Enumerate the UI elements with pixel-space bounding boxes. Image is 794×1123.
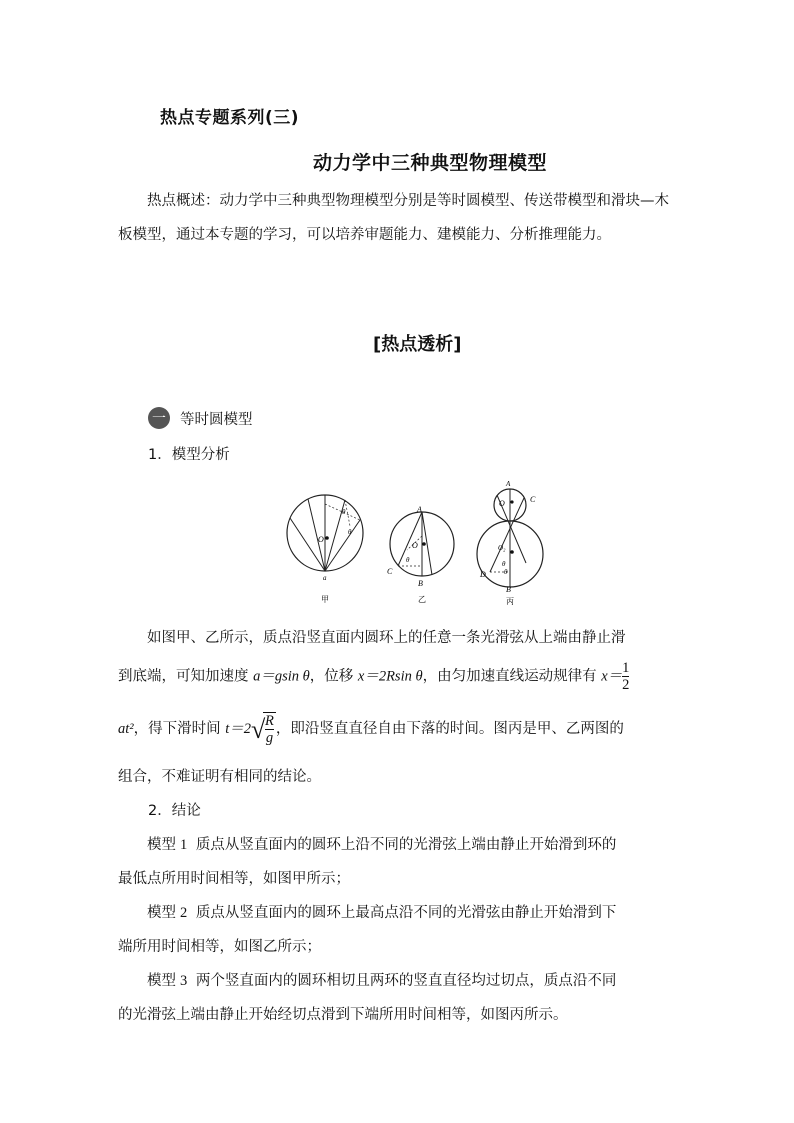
page-title: 动力学中三种典型物理模型 <box>313 152 548 174</box>
model-3-line-2: 的光滑弦上端由静止开始经切点滑到下端所用时间相等，如图丙所示。 <box>118 1007 568 1023</box>
sqrt-r-over-g: √ $\frac{R}{g}$ <box>251 713 274 746</box>
formula-displacement: x＝2Rsin θ <box>357 668 423 685</box>
svg-text:A: A <box>417 505 422 514</box>
formula-time: t＝2 <box>225 721 252 737</box>
svg-text:B: B <box>506 585 511 594</box>
caption-jia: 甲 <box>321 595 329 604</box>
item-conclusion: 2．结论 <box>148 803 201 819</box>
figure-jia <box>287 495 363 604</box>
number-badge-icon: 一 <box>148 407 170 429</box>
analysis-line-2: 到底端，可知加速度 a＝gsin θ，位移 x＝2Rsin θ，由匀加速直线运动规律有 x＝ $\frac{1}{2}$ <box>118 660 630 693</box>
svg-text:θ: θ <box>406 556 410 564</box>
analysis-line-4: 组合，不难证明有相同的结论。 <box>118 769 321 785</box>
svg-text:C: C <box>387 567 393 576</box>
subsection-label: 等时圆模型 <box>180 411 253 428</box>
model-3-line-1: 模型 3 两个竖直面内的圆环相切且两环的竖直直径均过切点，质点沿不同 <box>147 973 617 989</box>
model-2-line-1: 模型 2 质点从竖直面内的圆环上最高点沿不同的光滑弦由静止开始滑到下 <box>147 905 617 921</box>
svg-text:θ: θ <box>348 528 352 536</box>
label-o: O <box>318 535 324 544</box>
svg-text:a: a <box>323 574 327 582</box>
series-title: 热点专题系列(三) <box>160 108 300 128</box>
subsection-heading <box>148 407 253 429</box>
svg-text:C: C <box>530 495 536 504</box>
model-1-line-1: 模型 1 质点从竖直面内的圆环上沿不同的光滑弦上端由静止开始滑到环的 <box>147 837 617 853</box>
formula-x: x＝ <box>601 668 623 685</box>
model-2-line-2: 端所用时间相等，如图乙所示； <box>118 939 321 955</box>
analysis-line-3: at²，得下滑时间 t＝2 √ $\frac{R}{g}$ ，即沿竖直直径自由下落的时间。图丙是甲、乙两图的 <box>118 713 624 746</box>
svg-text:θ: θ <box>342 508 346 516</box>
caption-yi: 乙 <box>418 595 426 604</box>
svg-text:D: D <box>480 570 486 579</box>
svg-text:θ: θ <box>504 568 508 576</box>
svg-text:O: O <box>499 499 505 508</box>
figure-yi <box>387 505 454 604</box>
item-model-analysis: 1．模型分析 <box>148 447 230 463</box>
svg-text:A: A <box>506 480 511 488</box>
fraction-half: $\frac{1}{2}$ <box>622 660 630 693</box>
section-title: [热点透析] <box>373 334 462 355</box>
svg-text:B: B <box>418 579 423 588</box>
formula-at2: at² <box>118 721 134 737</box>
analysis-line-1: 如图甲、乙所示，质点沿竖直面内圆环上的任意一条光滑弦从上端由静止滑 <box>147 630 626 646</box>
svg-text:O: O <box>412 541 418 550</box>
svg-text:θ: θ <box>502 560 506 568</box>
formula-acceleration: a＝gsin θ <box>253 668 310 685</box>
svg-text:O₂: O₂ <box>498 544 506 552</box>
model-1-line-2: 最低点所用时间相等，如图甲所示； <box>118 871 350 887</box>
figure-bing <box>477 480 543 606</box>
overview-paragraph: 热点概述：动力学中三种典型物理模型分别是等时圆模型、传送带模型和滑块—木板模型，通过本专题的学习，可以培养审题能力、建模能力、分析推理能力。 <box>118 193 669 243</box>
figure-equal-time-circles <box>280 478 550 608</box>
caption-bing: 丙 <box>506 597 514 606</box>
